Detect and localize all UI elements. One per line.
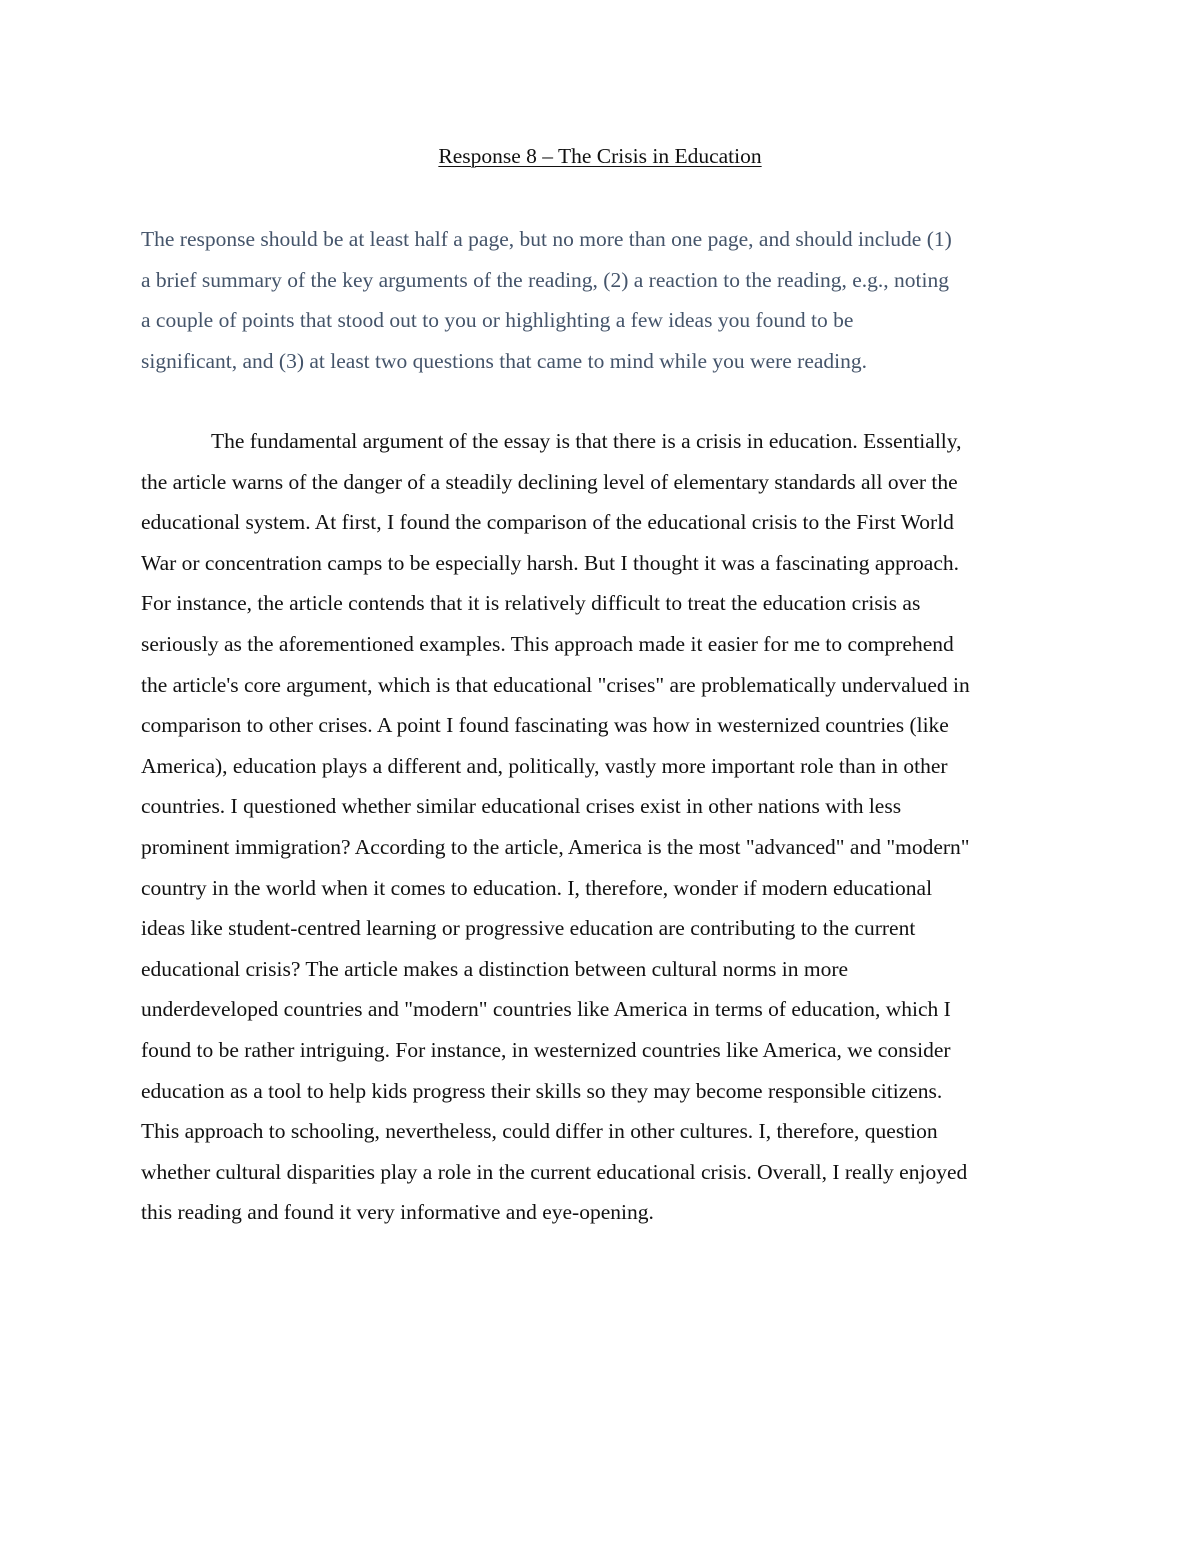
paragraph-line: War or concentration camps to be especially harsh. But I thought it was a fascinating approach. xyxy=(141,550,959,575)
instructions-line: a couple of points that stood out to you or highlighting a few ideas you found to be xyxy=(141,308,854,332)
paragraph-line: whether cultural disparities play a role in the current educational crisis. Overall, I really enjoyed xyxy=(141,1159,968,1184)
instructions-line: significant, and (3) at least two questions that came to mind while you were reading. xyxy=(141,348,868,373)
document-title-text: Response 8 – The Crisis in Education xyxy=(438,144,762,168)
paragraph-line: educational crisis? The article makes a distinction between cultural norms in more xyxy=(141,956,849,981)
paragraph-line: this reading and found it very informative and eye-opening. xyxy=(141,1200,654,1225)
paragraph-line: seriously as the aforementioned examples. This approach made it easier for me to comprehend xyxy=(141,631,954,656)
instructions-line: a brief summary of the key arguments of the reading, (2) a reaction to the reading, e.g., noting xyxy=(141,267,949,292)
paragraph-line: For instance, the article contends that it is relatively difficult to treat the education crisis as xyxy=(141,591,921,616)
paragraph-line: the article's core argument, which is that educational "crises" are problematically undervalued in xyxy=(141,672,970,697)
paragraph-line: prominent immigration? According to the article, America is the most "advanced" and "modern" xyxy=(141,834,970,859)
response-paragraph xyxy=(141,421,1071,1233)
assignment-instructions xyxy=(141,219,1081,381)
paragraph-line: The fundamental argument of the essay is that there is a crisis in education. Essentially, xyxy=(211,429,962,453)
paragraph-line: countries. I questioned whether similar educational crises exist in other nations with less xyxy=(141,794,902,819)
paragraph-line: the article warns of the danger of a steadily declining level of elementary standards all over the xyxy=(141,469,958,494)
paragraph-line: comparison to other crises. A point I found fascinating was how in westernized countries (like xyxy=(141,713,949,738)
paragraph-line: found to be rather intriguing. For instance, in westernized countries like America, we consider xyxy=(141,1037,951,1062)
instructions-line: The response should be at least half a page, but no more than one page, and should include (1) xyxy=(141,227,952,251)
paragraph-line: This approach to schooling, nevertheless, could differ in other cultures. I, therefore, question xyxy=(141,1119,938,1144)
document-title xyxy=(0,140,1200,172)
paragraph-line: educational system. At first, I found the comparison of the educational crisis to the First World xyxy=(141,510,954,535)
paragraph-line: country in the world when it comes to education. I, therefore, wonder if modern educational xyxy=(141,875,933,900)
paragraph-line: America), education plays a different and, politically, vastly more important role than in other xyxy=(141,753,948,778)
paragraph-line: underdeveloped countries and "modern" countries like America in terms of education, which I xyxy=(141,997,951,1022)
paragraph-line: ideas like student-centred learning or progressive education are contributing to the current xyxy=(141,916,916,941)
paragraph-line: education as a tool to help kids progress their skills so they may become responsible citizens. xyxy=(141,1078,943,1103)
